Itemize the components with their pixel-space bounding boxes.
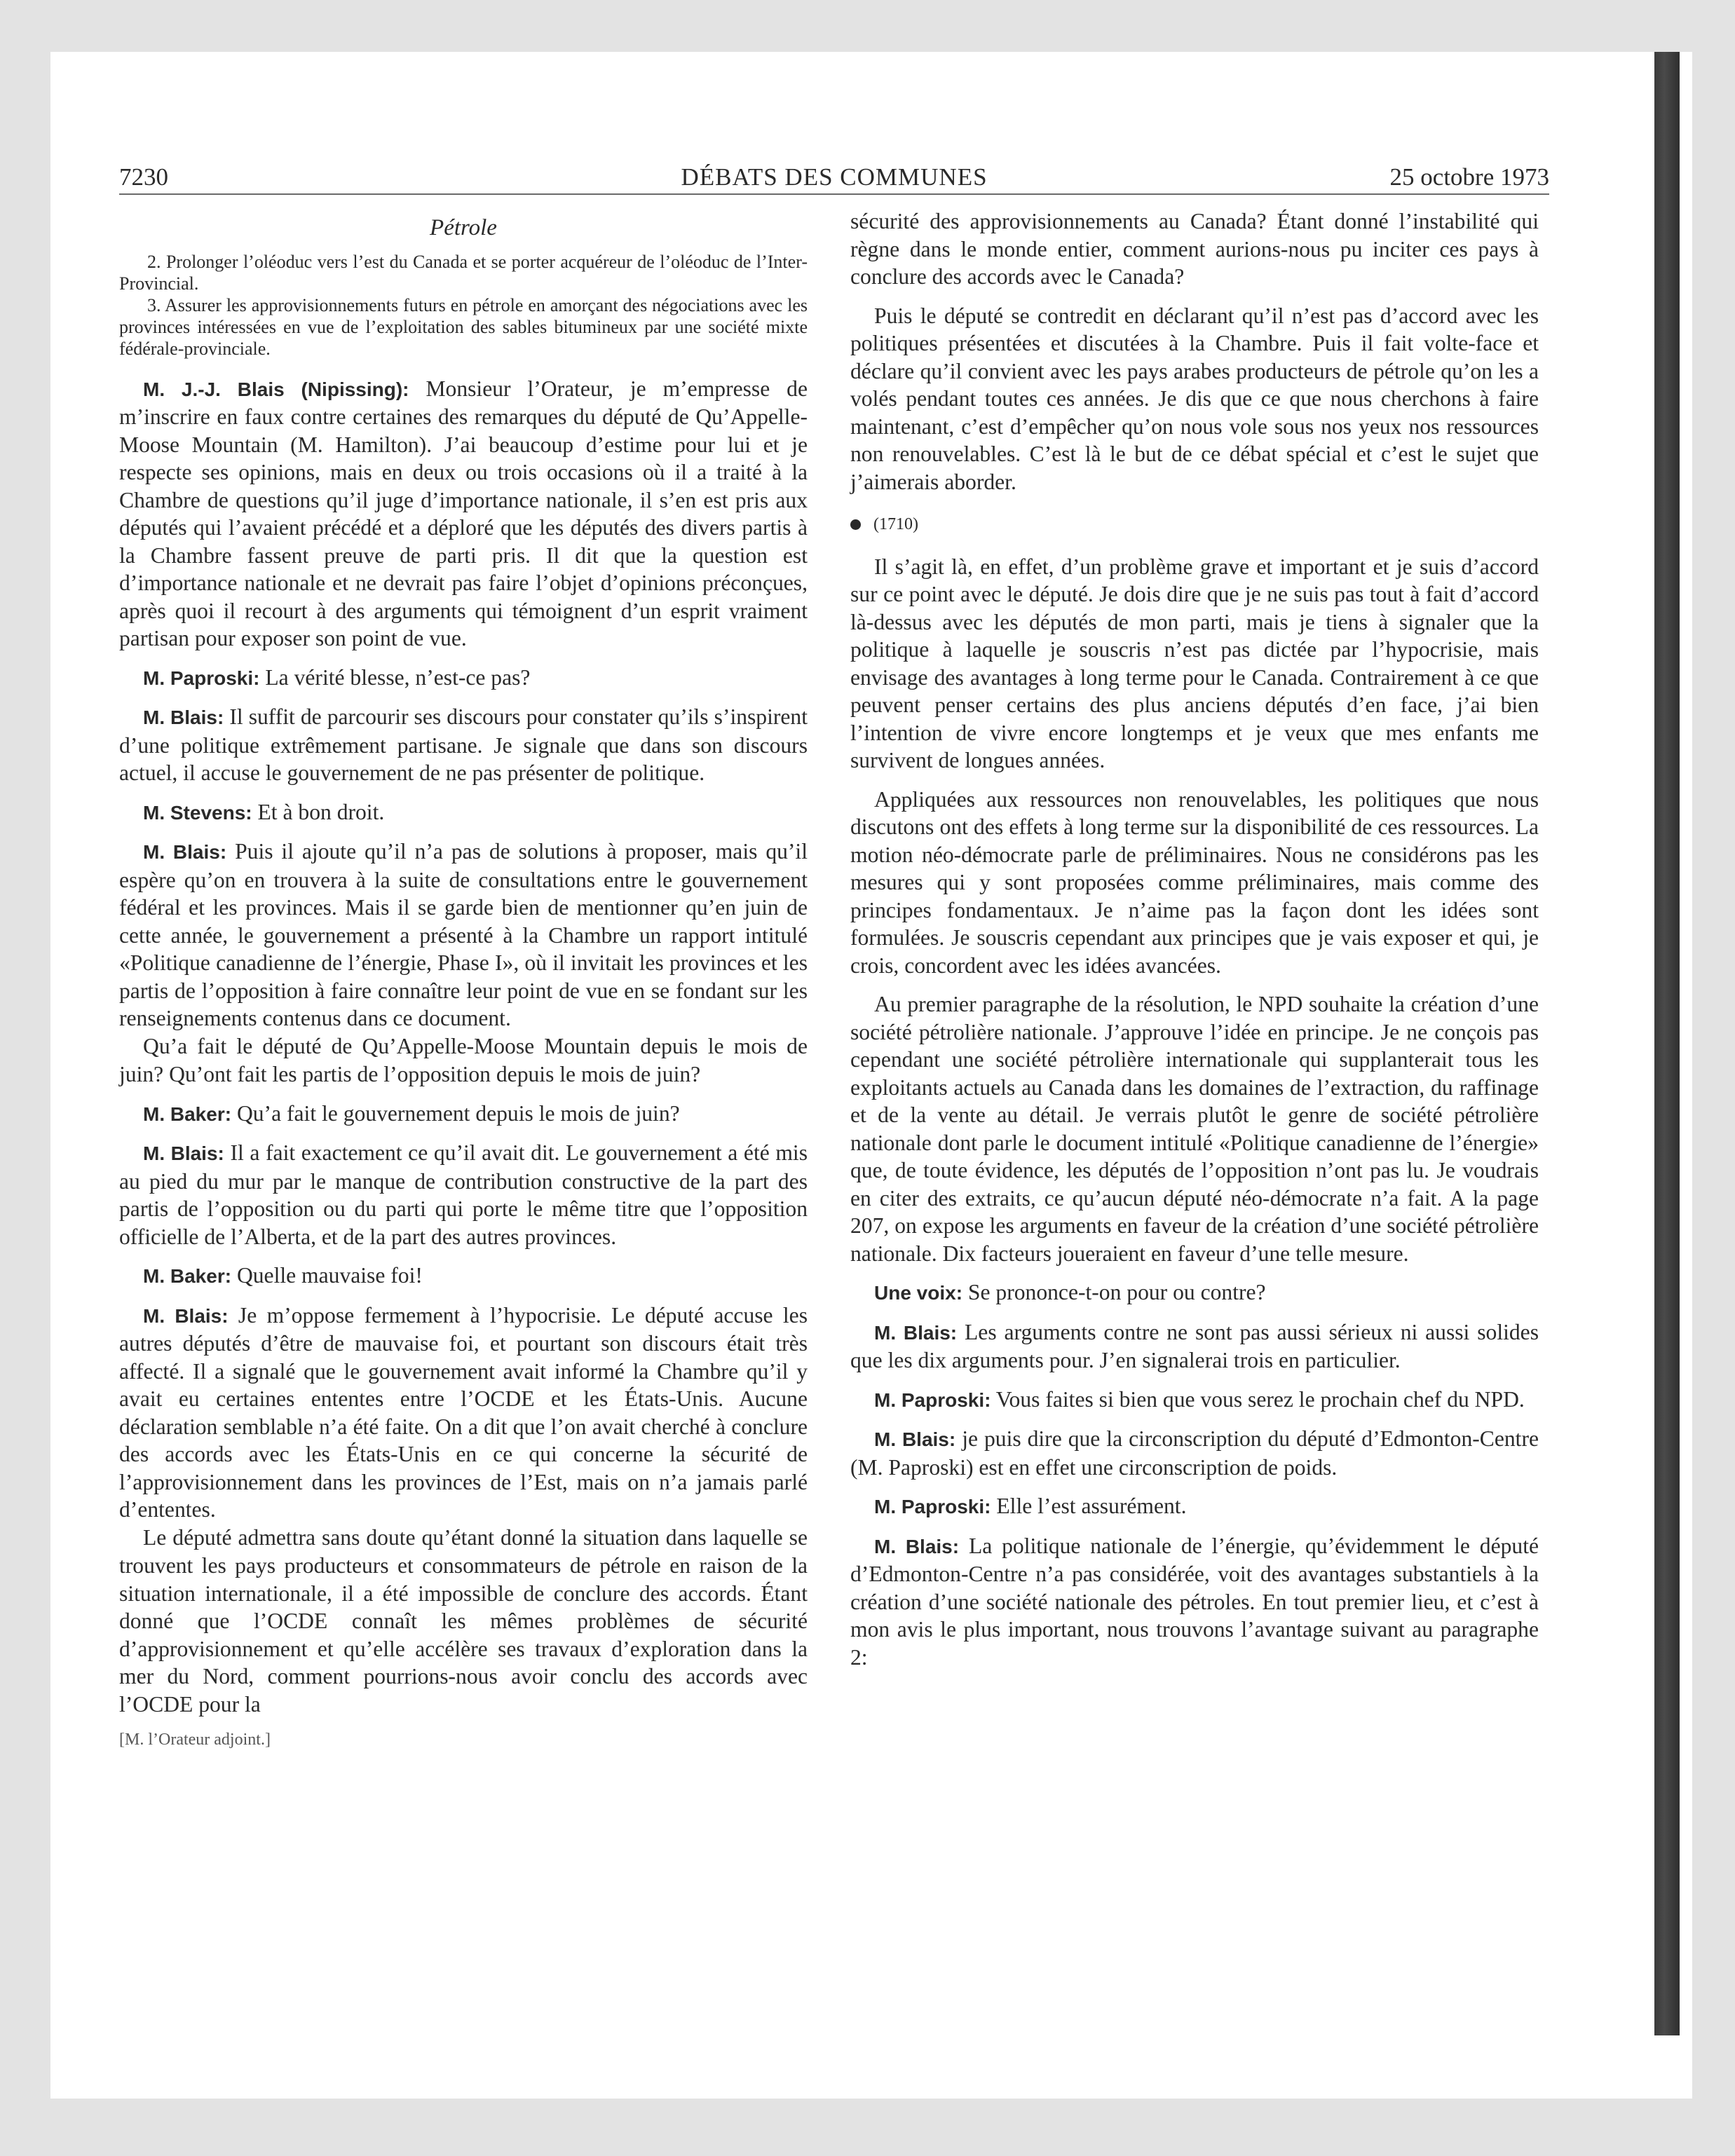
speaker-name: M. Blais:: [874, 1535, 960, 1557]
speech-paragraph: [850, 1386, 1539, 1414]
speech-text: Qu’a fait le gouvernement depuis le mois de juin?: [231, 1100, 680, 1126]
speech-paragraph: [850, 207, 1539, 291]
speech-paragraph: [119, 1032, 808, 1089]
speech-paragraph: [119, 1524, 808, 1719]
speaker-name: M. J.-J. Blais (Nipissing):: [143, 378, 409, 400]
speech-paragraph: [850, 786, 1539, 980]
speech-text: Il s’agit là, en effet, d’un problème grave et important et je suis d’accord sur ce point avec le député. Je dois dire que je ne suis pas tout à fait d’accord là-dessus avec les députés de mon parti, mais je tiens à signaler que la politique à laquelle je souscris n’est pas dictée par l’hypocrisie, mais envisage des avantages à long terme pour le Canada. Contrairement à ce que peuvent penser certains des plus anciens députés d’en face, j’ai bien l’intention de vivre encore longtemps et je veux que mes enfants me survivent de longues années.: [850, 554, 1539, 772]
speech-text: Quelle mauvaise foi!: [231, 1263, 423, 1288]
speech-text: Monsieur l’Orateur, je m’empresse de m’inscrire en faux contre certaines des remarques du député de Qu’Appelle-Moose Mountain (M. Hamilton). J’ai beaucoup d’estime pour lui et je respecte ses opinions, mais en deux ou trois occasions où il a traité à la Chambre de questions qu’il juge d’importance nationale, il s’en est pris aux députés qui l’avaient précédé et a déploré que les députés des divers partis à la Chambre fassent preuve de parti pris. Il dit que la question est d’importance nationale et ne devrait pas faire l’objet d’opinions préconçues, après quoi il recourt à des arguments qui témoignent d’un esprit vraiment partisan pour exposer son point de vue.: [119, 376, 808, 650]
speech-paragraph: [119, 838, 808, 1032]
right-column: [850, 207, 1539, 1671]
speech-text: Vous faites si bien que vous serez le prochain chef du NPD.: [991, 1386, 1525, 1412]
speech-text: Elle l’est assurément.: [991, 1494, 1187, 1518]
speech-paragraph: [119, 703, 808, 787]
speaker-name: Une voix:: [874, 1282, 963, 1304]
speech-text: La politique nationale de l’énergie, qu’évidemment le député d’Edmonton-Centre n’a pas considérée, voit des avantages substantiels à la création d’une société nationale des pétroles. En tout premier lieu, et c’est à mon avis le plus important, nous trouvons l’avantage suivant au paragraphe 2:: [850, 1533, 1539, 1670]
speech-paragraph: [850, 1278, 1539, 1307]
section-title: Pétrole: [430, 215, 497, 240]
speech-paragraph: [119, 664, 808, 692]
speech-text: Je m’oppose fermement à l’hypocrisie. Le député accuse les autres députés d’être de mauvaise foi, et pourtant son discours était très affecté. Il a signalé que le gouvernement avait informé la Chambre qu’il y avait eu certaines ententes entre l’OCDE et les États-Unis. Aucune déclaration semblable n’a été faite. On a dit que l’on avait cherché à conclure des accords avec les États-Unis en ce qui concerne la sécurité de l’approvisionnement dans les provinces de l’Est, mais on n’a jamais parlé d’ententes.: [119, 1302, 808, 1522]
speech-paragraph: [850, 1532, 1539, 1672]
speech-text: Le député admettra sans doute qu’étant donné la situation dans laquelle se trouvent les pays producteurs et consommateurs de pétrole en raison de la situation internationale, il a été impossible de conclure des accords. Étant donné que l’OCDE connaît les mêmes problèmes de sécurité d’approvisionnement et qu’elle accélère ses travaux d’exploration dans la mer du Nord, comment pourrions-nous avoir conclu des accords avec l’OCDE pour la: [119, 1524, 808, 1717]
speech-text: Il a fait exactement ce qu’il avait dit. Le gouvernement a été mis au pied du mur par le manque de contribution constructive de la part des partis de l’opposition ou du parti qui porte le même titre que l’opposition officielle de l’Alberta, et de la part des autres provinces.: [119, 1140, 808, 1249]
speaker-name: M. Paproski:: [874, 1496, 991, 1517]
speech-text: La vérité blesse, n’est-ce pas?: [259, 664, 531, 690]
speaker-name: M. Blais:: [874, 1321, 958, 1344]
speaker-name: M. Paproski:: [143, 667, 260, 689]
speaker-name: M. Blais:: [143, 841, 227, 863]
speaker-name: M. Paproski:: [874, 1389, 991, 1411]
quoted-item: 3. Assurer les approvisionnements futurs en pétrole en amorçant des négociations avec les provinces intéressées en vue de l’exploitation des sables bitumineux par une société mixte fédérale-provinciale.: [119, 294, 808, 359]
speech-text: Qu’a fait le député de Qu’Appelle-Moose Mountain depuis le mois de juin? Qu’ont fait les partis de l’opposition depuis le mois de juin?: [119, 1033, 808, 1086]
speech-paragraph: [850, 1318, 1539, 1374]
speech-paragraph: [119, 1139, 808, 1250]
speech-text: Au premier paragraphe de la résolution, le NPD souhaite la création d’une société pétrolière nationale. J’approuve l’idée en principe. Je ne conçois pas cependant une société pétrolière internationale qui supplanterait tous les exploitants actuels au Canada dans les domaines de l’extraction, du raffinage et de la vente au détail. Je verrais plutôt le genre de société pétrolière nationale dont parle le document intitulé «Politique canadienne de l’énergie» que, de toute évidence, les députés de l’opposition n’ont pas lu. Je voudrais en citer des extraits, ce qu’aucun député néo-démocrate n’a fait. A la page 207, on expose les arguments en faveur de la création d’une société pétrolière nationale. Dix facteurs joueraient en faveur d’une telle mesure.: [850, 992, 1539, 1266]
speech-text: Puis il ajoute qu’il n’a pas de solutions à proposer, mais qu’il espère qu’on en trouvera à la suite de consultations entre le gouvernement fédéral et les provinces. Mais il se garde bien de mentionner qu’en juin de cette année, le gouvernement a présenté à la Chambre un rapport intitulé «Politique canadienne de l’énergie, Phase I», où il invitait les provinces et les partis de l’opposition à faire connaître leur point de vue en se fondant sur les renseignements contenus dans ce document.: [119, 839, 808, 1030]
quoted-item: 2. Prolonger l’oléoduc vers l’est du Canada et se porter acquéreur de l’oléoduc de l’Inter-Provincial.: [119, 251, 808, 294]
speech-paragraph: [119, 1100, 808, 1128]
speech-text: sécurité des approvisionnements au Canada? Étant donné l’instabilité qui règne dans le monde entier, comment aurions-nous pu inciter ces pays à conclure des accords avec le Canada?: [850, 209, 1539, 289]
speech-text: Il suffit de parcourir ses discours pour constater qu’ils s’inspirent d’une politique extrêmement partisane. Je signale que dans son discours actuel, il accuse le gouvernement de ne pas présenter de politique.: [119, 704, 808, 785]
page-number: 7230: [119, 163, 168, 191]
speech-text: Se prononce-t-on pour ou contre?: [962, 1280, 1266, 1304]
speech-text: Puis le député se contredit en déclarant qu’il n’est pas d’accord avec les politiques présentées et discutées à la Chambre. Puis il fait volte-face et déclare qu’il convient avec les pays arabes producteurs de pétrole qu’on les a volés pendant toutes ces années. Je dis que ce que nous cherchons à faire maintenant, c’est d’empêcher qu’on nous vole sous nos yeux nos ressources non renouvelables. C’est là le but de ce débat spécial et c’est le sujet que j’aimerais aborder.: [850, 303, 1539, 494]
speech-paragraph: [119, 1302, 808, 1524]
speaker-name: M. Stevens:: [143, 801, 252, 824]
timestamp-marker: [850, 511, 1539, 539]
speech-text: Appliquées aux ressources non renouvelables, les politiques que nous discutons ont des effets à long terme sur la disponibilité de ces ressources. La motion néo-démocrate parle de préliminaires. Nous ne considérons pas les mesures qui y sont proposées comme préliminaires, mais comme des principes fondamentaux. Je n’aime pas la façon dont les idées sont formulées. Je souscris cependant aux principes que je vais exposer et qui, je crois, concordent avec les idées avancées.: [850, 786, 1539, 978]
speech-paragraph: [119, 1262, 808, 1290]
speech-paragraph: [850, 990, 1539, 1267]
left-column: [119, 207, 808, 1754]
speech-paragraph: [850, 302, 1539, 496]
page-header: [119, 161, 1549, 195]
speaker-name: M. Blais:: [143, 1142, 224, 1164]
bullet-icon: [850, 519, 861, 530]
speaker-name: M. Blais:: [874, 1428, 956, 1450]
speech-paragraph: [850, 1425, 1539, 1481]
speech-paragraph: [119, 798, 808, 827]
speech-text: Et à bon droit.: [252, 799, 385, 824]
speech-text: Les arguments contre ne sont pas aussi sérieux ni aussi solides que les dix arguments pour. J’en signalerai trois en particulier.: [850, 1319, 1539, 1372]
speaker-name: M. Blais:: [143, 707, 224, 728]
speech-paragraph: [850, 1492, 1539, 1521]
speaker-name: M. Baker:: [143, 1265, 232, 1287]
speech-paragraph: [850, 553, 1539, 775]
scan-edge: [1654, 52, 1680, 2035]
page-footnote: [M. l’Orateur adjoint.]: [119, 1731, 271, 1749]
speaker-name: M. Blais:: [143, 1304, 229, 1327]
speech-paragraph: [119, 375, 808, 653]
speech-text: je puis dire que la circonscription du député d’Edmonton-Centre (M. Paproski) est en effet une circonscription de poids.: [850, 1426, 1539, 1480]
timestamp: (1710): [873, 515, 918, 533]
publication-date: 25 octobre 1973: [1389, 163, 1549, 191]
publication-title: DÉBATS DES COMMUNES: [681, 163, 988, 191]
speaker-name: M. Baker:: [143, 1103, 232, 1125]
